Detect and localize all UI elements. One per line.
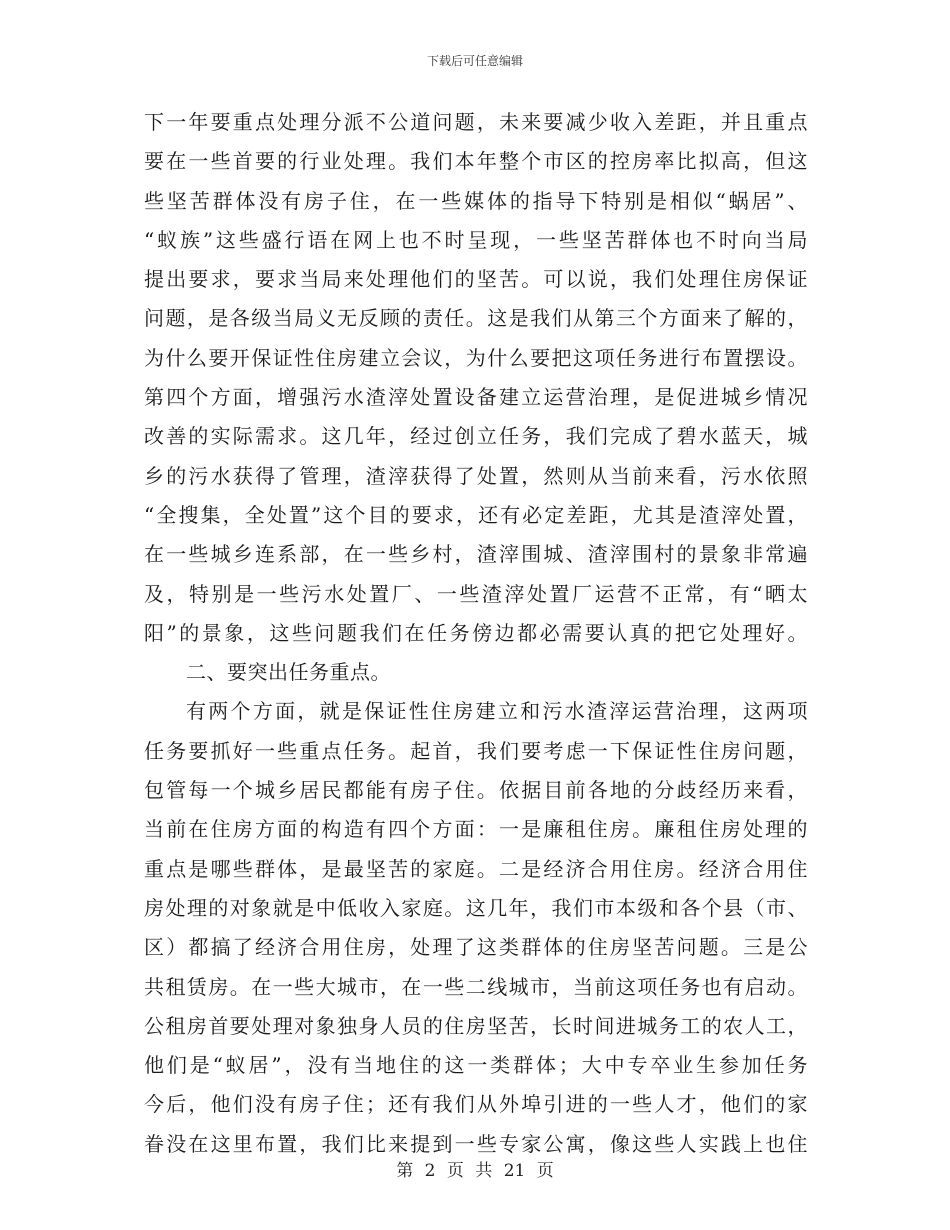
text-line: “蚁族”这些盛行语在网上也不时呈现，一些坚苦群体也不时向当局 [144,227,808,252]
body-text [144,103,808,1164]
text-line: 今后，他们没有房子住；还有我们从外埠引进的一些人才，他们的家 [144,1092,808,1117]
section-heading: 二、要突出任务重点。 [186,660,391,685]
text-line: 下一年要重点处理分派不公道问题，未来要减少收入差距，并且重点 [144,110,808,134]
text-line: 乡的污水获得了管理，渣滓获得了处置，然则从当前来看，污水依照 [144,463,808,488]
text-line: 任务要抓好一些重点任务。起首，我们要考虑一下保证性住房问题， [144,738,808,763]
text-line: 要在一些首要的行业处理。我们本年整个市区的控房率比拟高，但这 [144,149,808,174]
text-line: 当前在住房方面的构造有四个方面：一是廉租住房。廉租住房处理的 [144,817,808,842]
text-line: 房处理的对象就是中低收入家庭。这几年，我们市本级和各个县（市、 [144,895,808,920]
text-line: 公租房首要处理对象独身人员的住房坚苦，长时间进城务工的农人工， [144,1013,808,1038]
text-line: 提出要求，要求当局来处理他们的坚苦。可以说，我们处理住房保证 [144,267,808,292]
text-line: 区）都搞了经济合用住房，处理了这类群体的住房坚苦问题。三是公 [144,935,808,960]
text-line: 及，特别是一些污水处置厂、一些渣滓处置厂运营不正常，有“晒太 [144,581,808,606]
page-footer: 第 2 页 共 21 页 [396,1161,554,1181]
text-line: 他们是“蚁居”，没有当地住的这一类群体；大中专卒业生参加任务 [144,1053,808,1078]
text-line: 眷没在这里布置，我们比来提到一些专家公寓，像这些人实践上也住 [144,1131,808,1156]
text-line: 第四个方面，增强污水渣滓处置设备建立运营治理，是促进城乡情况 [144,385,808,410]
text-line: 重点是哪些群体，是最坚苦的家庭。二是经济合用住房。经济合用住 [144,856,808,881]
text-line: 共租赁房。在一些大城市，在一些二线城市，当前这项任务也有启动。 [144,974,808,999]
page-header: 下载后可任意编辑 [426,54,523,68]
text-line: 有两个方面，就是保证性住房建立和污水渣滓运营治理，这两项 [186,699,808,724]
text-line: 阳”的景象，这些问题我们在任务傍边都必需要认真的把它处理好。 [144,620,808,645]
text-line: 在一些城乡连系部，在一些乡村，渣滓围城、渣滓围村的景象非常遍 [144,542,808,567]
text-line: 改善的实际需求。这几年，经过创立任务，我们完成了碧水蓝天，城 [144,424,808,449]
text-line: “全搜集，全处置”这个目的要求，还有必定差距，尤其是渣滓处置， [144,502,808,527]
text-line: 包管每一个城乡居民都能有房子住。依据目前各地的分歧经历来看， [144,778,808,803]
text-line: 问题，是各级当局义无反顾的责任。这是我们从第三个方面来了解的， [144,306,808,331]
text-line: 些坚苦群体没有房子住，在一些媒体的指导下特别是相似“蜗居”、 [144,188,808,213]
text-line: 为什么要开保证性住房建立会议，为什么要把这项任务进行布置摆设。 [144,345,808,370]
